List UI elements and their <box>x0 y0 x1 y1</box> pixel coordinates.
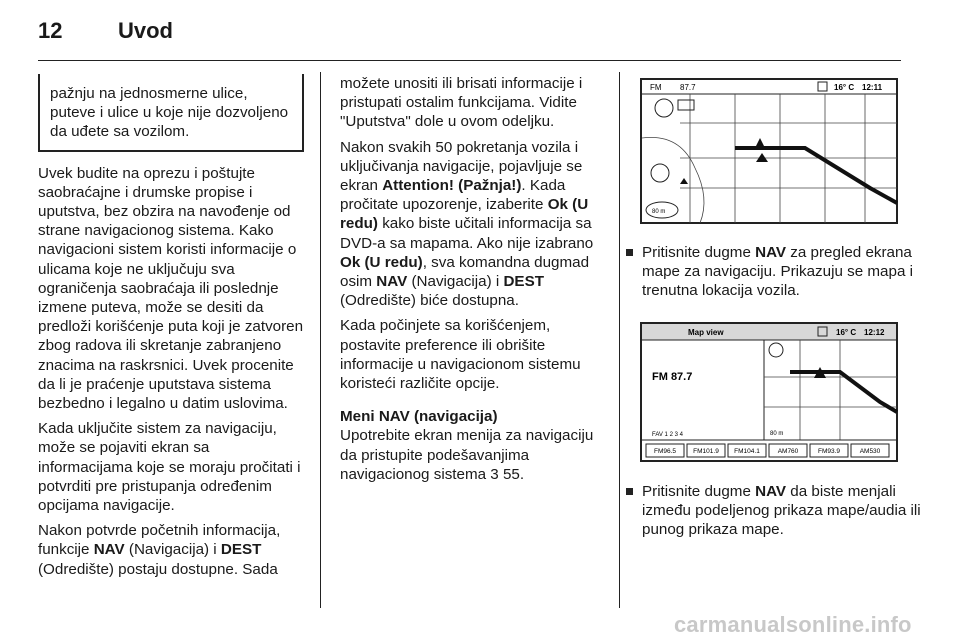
column-2 <box>340 74 606 490</box>
paragraph-preferences: Kada počinjete sa korišćenjem, postavite preference ili obrišite informacije u navigacionom sistemu koristeći različite opcije. <box>340 317 581 393</box>
bullet-icon <box>626 488 633 495</box>
text-segment: , sva komandna dugmad osim <box>340 253 590 291</box>
warning-note-text: pažnju na jednosmerne ulice, puteve i ulice u koje nije dozvoljeno da uđete sa vozilom. <box>50 85 289 141</box>
text-segment: Pritisnite dugme <box>642 483 756 500</box>
column-1 <box>38 74 306 585</box>
screen-temp-label: 16° C <box>836 328 857 337</box>
paragraph-functions-available <box>38 521 306 579</box>
nav-keyword: NAV <box>755 244 787 261</box>
paragraph-traffic-rules: Uvek budite na oprezu i poštujte saobraćajne i drumske propise i uputstva, bez obzira na navođenje od strane navigacionog sistema. Kako navigacioni sistem koristi informacije o ulicama koje ne uključuju sva ograničenja saobraćaja ili poslednje izmene puteva, može se desiti da predloži korišćenje puta koji je zatvoren zbog radova ili skretanje zabranjeno znacima na raskrsnici. Uvek procenite da li je praćenje uputstava sistema bezbedno i legalno u datim uslovima. <box>38 164 304 413</box>
warning-note-box <box>38 74 304 152</box>
attention-keyword: Attention! (Pažnja!) <box>382 177 522 195</box>
bullet-item-nav-toggle <box>622 482 927 540</box>
text-segment: Nakon potvrde početnih informacija, funkcije <box>38 522 281 559</box>
paragraph-attention <box>340 138 606 311</box>
text-segment: (Navigacija) i <box>124 541 221 559</box>
nav-keyword: NAV <box>755 483 787 500</box>
bullet-item-nav-map-view <box>622 243 922 301</box>
text-segment: Upotrebite ekran menija za navigaciju da pristupite podešavanjima navigacionog sistema <box>340 427 594 483</box>
preset-label: AM760 <box>777 448 799 455</box>
preset-label: FM101.9 <box>693 448 719 455</box>
split-screen-drawing <box>640 322 898 462</box>
text-segment: kako biste učitali informacija sa DVD-a sa mapama. Ako nije izabrano <box>340 215 594 252</box>
map-screen-drawing <box>640 78 898 224</box>
bullet-icon <box>626 249 633 256</box>
screen-time-label: 12:11 <box>862 83 883 92</box>
page-reference: 3 55. <box>490 465 525 483</box>
paragraph-nav-menu <box>340 426 606 484</box>
page-title: Uvod <box>118 18 173 43</box>
text-segment: (Navigacija) i <box>407 273 504 291</box>
ok-keyword: Ok (U redu) <box>340 253 423 271</box>
dest-keyword: DEST <box>503 273 544 291</box>
column-divider-2 <box>619 72 620 608</box>
preset-label: FM104.1 <box>734 448 760 455</box>
screen-fav-label: FAV 1 2 3 4 <box>652 432 683 438</box>
screen-scale-label: 80 m <box>770 431 784 437</box>
text-segment: (Odredište) biće dostupna. <box>340 292 519 310</box>
text-segment: Pritisnite dugme <box>642 244 756 261</box>
screen-title-label: Map view <box>688 328 724 337</box>
nav-keyword: NAV <box>376 273 408 291</box>
header-rule <box>38 60 901 61</box>
column-divider-1 <box>320 72 321 608</box>
dest-keyword: DEST <box>220 541 262 559</box>
footer-watermark: carmanualsonline.info <box>674 612 912 637</box>
preset-label: AM530 <box>859 448 881 455</box>
text-segment: Nakon svakih 50 pokretanja vozila i uključivanja navigacije, pojavljuje se ekran <box>340 138 583 195</box>
text-segment: (Odredište) postaju dostupne. Sada <box>38 560 278 578</box>
screen-freq-label: 87.7 <box>680 83 696 92</box>
map-screen-illustration <box>640 78 898 224</box>
page-number: 12 <box>38 18 63 43</box>
paragraph-continue: možete unositi ili brisati informacije i pristupati ostalim funkcijama. Vidite "Uputstva" dole u ovom odeljku. <box>340 75 583 131</box>
split-screen-illustration <box>640 322 898 462</box>
screen-scale-label: 80 m <box>652 209 666 215</box>
preset-label: FM93.9 <box>817 448 841 455</box>
section-heading-nav-menu: Meni NAV (navigacija) <box>340 408 498 426</box>
screen-time-label: 12:12 <box>864 328 885 337</box>
text-segment: za pregled ekrana mape za navigaciju. Prikazuju se mapa i trenutna lokacija vozila. <box>642 244 913 300</box>
screen-temp-label: 16° C <box>834 83 855 92</box>
screen-source-label: FM <box>650 83 662 92</box>
preset-label: FM96.5 <box>653 448 677 455</box>
ok-keyword: Ok (U redu) <box>340 196 589 233</box>
text-segment: da biste menjali između podeljenog prikaza mape/audia ili punog prikaza mape. <box>642 483 921 539</box>
screen-radio-source: FM 87.7 <box>652 371 693 383</box>
paragraph-info-screen: Kada uključite sistem za navigaciju, može se pojaviti ekran sa informacijama koje se moraju pročitati i potvrditi pre pristupanja određenim opcijama navigacije. <box>38 420 301 515</box>
text-segment: . Kada pročitate upozorenje, izaberite <box>340 177 566 214</box>
nav-keyword: NAV <box>93 541 125 559</box>
